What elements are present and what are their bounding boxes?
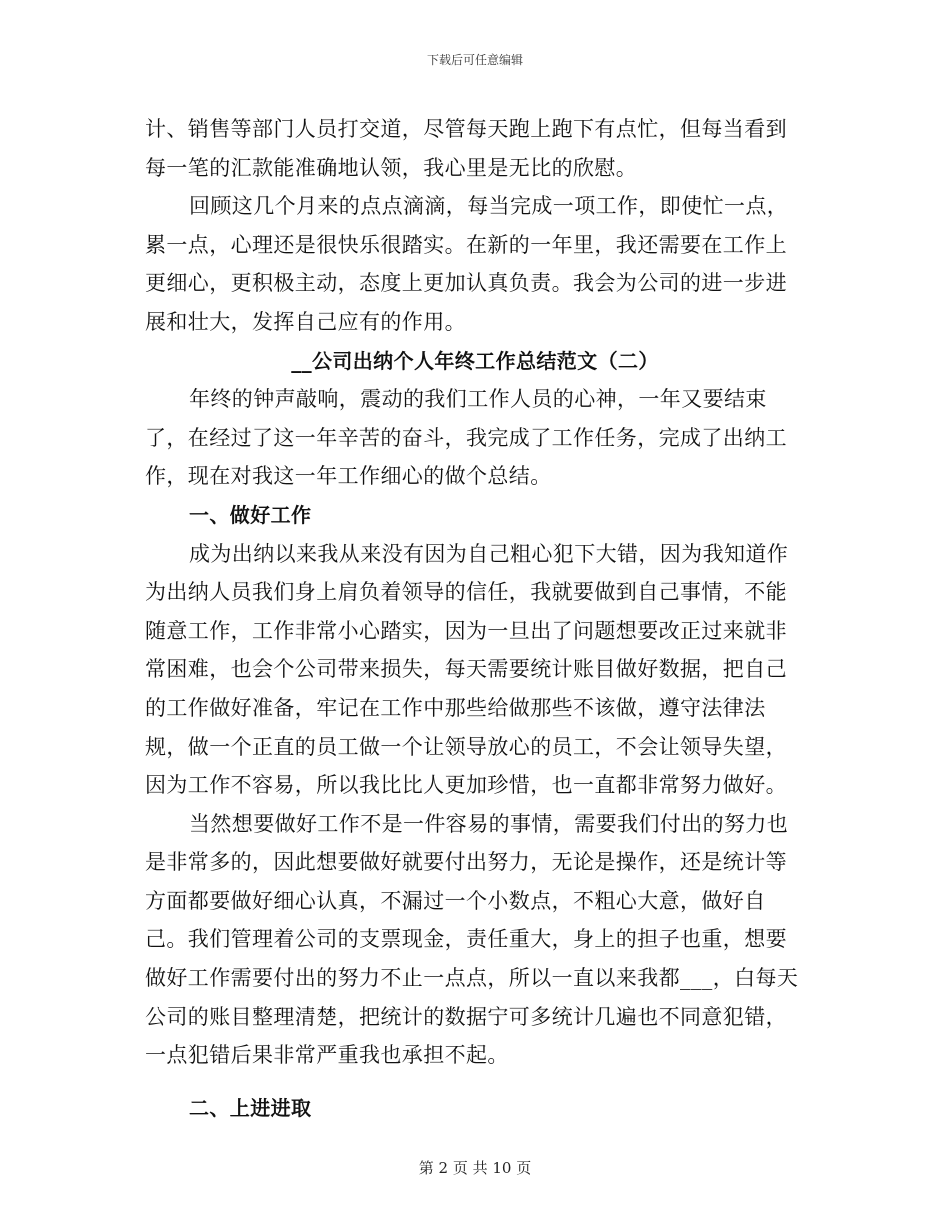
page-footer: 第 2 页 共 10 页: [418, 1159, 532, 1177]
paragraph-intro: 年终的钟声敲响，震动的我们工作人员的心神，一年又要结束了，在经过了这一年辛苦的奋斗，我完成了工作任务，完成了出纳工作，现在对我这一年工作细心的做个总结。: [145, 387, 787, 489]
document-title: __公司出纳个人年终工作总结范文（二）: [291, 348, 659, 373]
paragraph-work-2: 当然想要做好工作不是一件容易的事情，需要我们付出的努力也是非常多的，因此想要做好就要付出努力，无论是操作，还是统计等方面都要做好细心认真，不漏过一个小数点，不粗心大意，做好自己。我们管理着公司的支票现金，责任重大，身上的担子也重，想要做好工作需要付出的努力不止一点点，所以一直以来我都___，白每天公司的账目整理清楚，把统计的数据宁可多统计几遍也不同意犯错，一点犯错后果非常严重我也承担不起。: [145, 811, 799, 1068]
page-header: 下载后可任意编辑: [426, 53, 523, 67]
section-heading-1: 一、做好工作: [189, 502, 312, 527]
section-heading-2: 二、上进进取: [189, 1095, 312, 1120]
paragraph-continuation: 计、销售等部门人员打交道，尽管每天跑上跑下有点忙，但每当看到每一笔的汇款能准确地认领，我心里是无比的欣慰。: [145, 117, 787, 180]
paragraph-review: 回顾这几个月来的点点滴滴，每当完成一项工作，即使忙一点，累一点，心理还是很快乐很踏实。在新的一年里，我还需要在工作上更细心，更积极主动，态度上更加认真负责。我会为公司的进一步进展和壮大，发挥自己应有的作用。: [145, 194, 789, 334]
paragraph-work-1: 成为出纳以来我从来没有因为自己粗心犯下大错，因为我知道作为出纳人员我们身上肩负着领导的信任，我就要做到自己事情，不能随意工作，工作非常小心踏实，因为一旦出了问题想要改正过来就非常困难，也会个公司带来损失，每天需要统计账目做好数据，把自己的工作做好准备，牢记在工作中那些给做那些不该做，遵守法律法规，做一个正直的员工做一个让领导放心的员工，不会让领导失望，因为工作不容易，所以我比比人更加珍惜，也一直都非常努力做好。: [145, 541, 789, 798]
document-body: [145, 110, 805, 1127]
